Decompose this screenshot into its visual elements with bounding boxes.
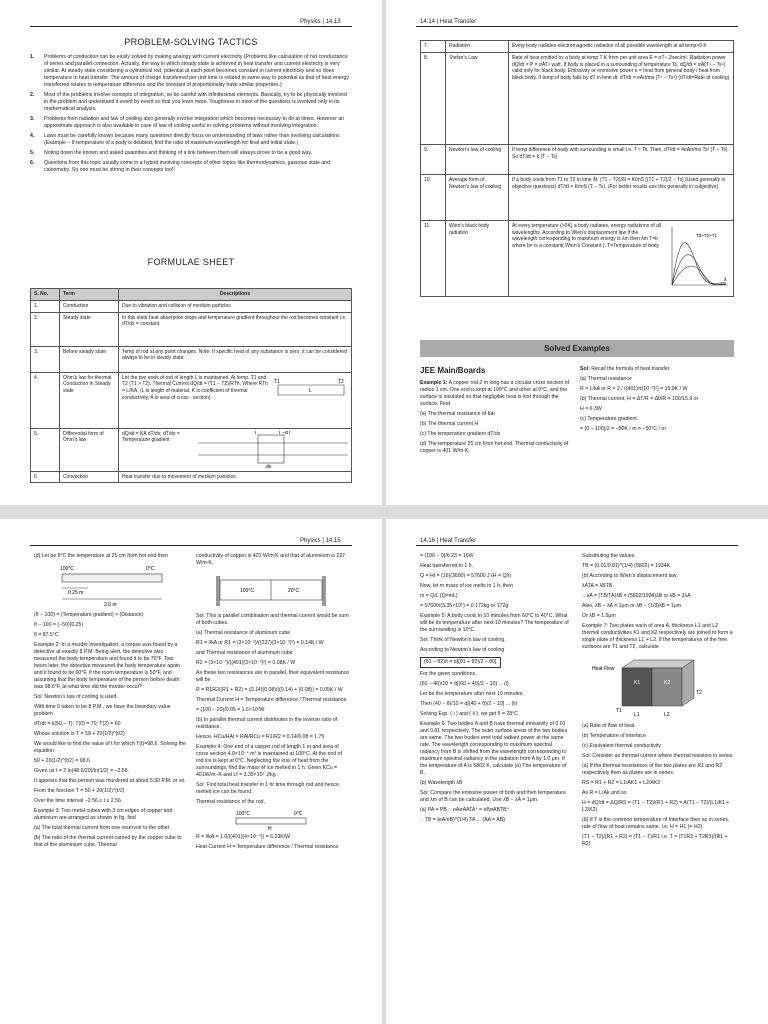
header-rule <box>30 545 352 546</box>
boxed-equation: (θ1 − θ2)/t = α[(θ1 + θ2)/2 − θ0] <box>420 657 501 668</box>
page-14-15 <box>0 519 382 1024</box>
svg-text:100°C: 100°C <box>236 811 250 818</box>
tactic-item: 6. Questions from this topic usually come in a hybrid involving concepts of other topics like thermodynamics, gaseous state and calorimetry. So one must be strong in their concepts too!! <box>30 160 331 174</box>
differential-element-diagram <box>198 431 348 469</box>
table-row: 6. Convection Heat transfer due to movement of medium particles. <box>31 471 352 483</box>
svg-text:20°C: 20°C <box>288 588 300 595</box>
page-header: Physics | 14.15 <box>300 538 341 544</box>
svg-text:0°C: 0°C <box>294 811 303 818</box>
formulae-table <box>30 288 352 483</box>
svg-text:T: T <box>254 430 258 436</box>
svg-text:λ: λ <box>724 276 727 283</box>
page-header: 14.16 | Heat Transfer <box>420 538 477 544</box>
svg-text:100°C: 100°C <box>240 588 254 595</box>
svg-text:0°C: 0°C <box>146 566 155 573</box>
svg-text:L1: L1 <box>634 712 640 719</box>
svg-text:K2: K2 <box>664 680 671 687</box>
table-row: 2. Steady state In this state heat absorption stops and temperature gradient throughout the rod becomes constant i.e. dT/dx = constant. <box>31 312 352 346</box>
table-row: 9. Newton's law of cooling If temp difference of body with surrounding is small i.e. T ≈ Ts. Then, dT/dt = 4eAσ/ms Ts³ (T − Ts). So dT/dt = k (T − Ts) <box>421 144 734 174</box>
page-14-13 <box>0 0 382 505</box>
svg-text:T –dT: T –dT <box>278 430 291 436</box>
tactics-section <box>30 36 352 177</box>
header-rule <box>416 545 738 546</box>
page-14-14 <box>386 0 768 505</box>
tactic-item: 2. Most of the problems involve concepts of integration, so be careful with infinitesimal elements. Basically, try to be physically involved in the problem and understand it event by event so that you learn more. Toughness in most of the questions is involved only in its mathematical analysis. <box>30 92 347 113</box>
table-row: 4. Ohm's law for thermal Conduction in Steady state Let the two ends of rod of length L is maintained. At temp. T1 and T2 (T1 > T2). Thermal Current dQ/dt = (T1 − T2)/RTh, Where RTh = L/KA. (L is length of material, K is coefficient of thermal conductivity, A is area of cross - section) T1 T2 L <box>31 372 352 428</box>
svg-text:T2: T2 <box>338 378 344 385</box>
svg-text:2.0 m: 2.0 m <box>104 602 117 609</box>
svg-text:Heat Flow: Heat Flow <box>592 666 615 673</box>
right-column: conductivity of copper is 401 W/m-K and that of aluminium is 237 W/m-K. 100°C 20°C Sol: This is parallel combination and thermal current would be sum of both cubes. (a) Thermal resistance of aluminum cube R1 = l/kA or R1 = (3×10⁻²)/((237)(3×10⁻²)²) = 0.14K / W and Thermal resistance of aluminum cube R2 = (3×10⁻²)/((401)(3×10⁻²)²) = 0.08K / W As these two resistances are in parallel, their equivalent resistance will be R = R1R2/(R1 + R2) = (0.14)(0.08)/((0.14) + (0.08)) = 0.05K / W Thermal Current H = Temperature difference / Thermal resistance = (100 − 20)/0.05 = 1.6×10³W (b) In parallel thermal current distributes in the inverse ratio of resistance. Hence, HCu/HAl = RAl/RCu = R1/R2 = 0.14/0.08 = 1.75 Example 4: One end of a copper rod of length 1 m and area of cross section 4.0×10⁻⁴ m² is maintained at 100°C. At the end of rod ice is kept at 0°C. Neglecting the loss of heat from the surroundings, find the mass of ice melted in 1 h. Given KCu = 401W/m−K and Lf = 3.35×10⁵ J/kg. Sol: Find total heat transfer in 1 hr time through rod and hence, melted ice can be found. Thermal resistance of the rod, 100°C 0°C H R = l/kA = 1.0/((401)(4×10⁻⁴)) = 6.23K/W Heat Current H = Temperature difference / Thermal resistance <box>196 553 350 851</box>
header-rule <box>30 26 352 27</box>
table-row: 1. Conduction Due to vibration and collision of medium particles. <box>31 300 352 312</box>
svg-text:dx: dx <box>266 463 272 469</box>
example-1-solution: Sol: Recall the formula of heat transfer. (a) Thermal resistance R = L/kA or R = 2 / ((401)π(10⁻²)²) = 15.9K / W (b) Thermal current, H = ΔT/R = Δθ/R = 100/15.9 or H = 6.3W (c) Temperature gradient. = (0 − 100)/2 = −50K / m = −50°C / m <box>580 366 699 433</box>
left-column: (d) Let be θ°C the temperature at 25 cm from hot end then 100°C 0°C 0.25 m 2.0 m (θ − 100) = (Temperature gradient) × (Distance) θ − 100 = (−50)(0.25) θ = 87.5°C Example 2: In a murder investigation, a corpse was found by a detective at exactly 8 P.M. Being alert, the detective also measured the body temperature and found it to be 70°F. Two hours later, the detective measured the body temperature again and it found to be 60°F. If the room temperature is 50°F, and assuming that the body temperature of the person before death was 98.6°F, at what time did the murder occur? Sol: Newton's law of cooling is used. With time 0 taken to be 8 P.M., we have the boundary value problem dT/dt = k(50 − T); T(0) = 70; T(2) = 60 Whose solution is T = 50 + 20(1/2)^(t/2) We would like to find the value of t for which T(t)=98.6. Solving the equation 50 + 20(1/2)^(t/2) = 98.6 Given us t = 2 ln(48.6/20)/ln(1/2) = −2.56. It appears that this person was murdered at about 5:30 P.M. or so. From the function T = 50 + 20(1/2)^(t/2) Over the time interval −2.56 ≤ t ≤ 2.56. Example 3: Two metal cubes with 3 cm edges of copper and aluminium are arranged as shown in fig. find (a) The total thermal current from one reservoir to the other (b) The ratio of the thermal current carried by the copper cube to that of the aluminium cube. Thermal <box>34 553 186 849</box>
svg-text:100°C: 100°C <box>60 566 74 573</box>
tactic-item: 1. Problems of conduction can be easily solved by making analogy with current electricity (Problems like calculation of net conductance of series and parallel connection. Actually, the way in which steady state is achieved in heat transfer and current electricity is very similar. At steady state considering a cylindrical rod, potential at each point becomes constant in current electricity and so does temperature in heat transfer. The amount of charge transferred per unit time is related in same way to potential as that of heat energy transferred relates to temperature difference and the constant of proportionality have similar properties.) <box>30 54 349 89</box>
example-1-question: JEE Main/Boards Example 1: A copper rod 2 m long has a circular cross section of radius 1 cm. One end is kept at 100°C and other at 0°C, and the surface is insulated so that negligible heat is lost through the surface. Find (a) The thermal resistance of bar (b) The thermal current H (c) The temperature gradient dT/dx (d) The temperature 25 cm from hot end. Thermal conductivity of copper is 401 W/m-K. <box>420 366 570 454</box>
left-column: = (100 − 0)/6.23 = 16W Heat transferred in 1 h, Q = Ht = (16)(3600) = 57600 J (H = Q/t) Now, let m mass of ice melts in 1 h, then m = Q/L (Q=mL) = 57600/(3.35×10⁵) = 0.172kg or 172g Example 5: A body cools in 10 minutes from 60°C to 40°C. What will be its temperature after next 10 minutes? The temperature of the surrounding is 10°C. Sol: Think of Newton's law of cooling. According to Newton's law of cooling (θ1 − θ2)/t = α[(θ1 + θ2)/2 − θ0] For the given conditions, (60 − 40)/10 = α[(60 + 40)/2 − 10] ... (i) Let be the temperature after next 10 minutes. Then (40 − θ)/10 = α[(40 + θ)/2 − 10] ... (ii) Solving Eqs. ( i ) and ( ii ), we get θ = 28°C Example 6: Two bodies A and B have thermal emissivity of 0.01 and 0.81 respectively. The outer surface areas of the two bodies are same. The two bodies emit total radiant power at the same rate. The wavelength corresponding to maximum spectral radiancy from B is shifted from the wavelength corresponding to maximum spectral radiancy in the radiation from A by 1.0 μm. If the temperature of A is 5802 K, calculate (a) The temperature of B, (b) Wavelength λB Sol: Compare the emissive power of both and then temperature and λm of B can be calculated, Use λB − λA = 1μm. (a) PA = PB ∴ eAσAATA⁴ = eBσABTB⁴ ∴ TB = (eA/eB)^(1/4) TA ... (AA = AB) <box>420 553 569 824</box>
page-14-16 <box>386 519 768 1024</box>
copper-rod-figure <box>196 809 346 831</box>
table-row: 8. Stefan's Law Rate of heat emitted by a body at temp T K from per unit area E = σT⁴ J/sec/m². Radiation power dQ/dt = P = σAT⁴ watt. If body is placed in a surrounding of temperature Ts, dQ/dt = σA(T⁴ − Ts⁴) valid only for black body. Emissivity or emmisive power e = heat from general body / heat from black body. If temp of body falls by dT in time dt: dT/dt = eAσ/ms (T⁴ − Ts⁴) (dT/dt=Rate of cooling) <box>421 52 734 144</box>
svg-text:T2: T2 <box>696 690 702 697</box>
svg-text:T3>T2>T1: T3>T2>T1 <box>696 232 718 238</box>
svg-text:H: H <box>268 826 272 832</box>
table-row: 10. Average form of Newton's law of cooling If a body cools from T1 to T2 in time δt: (T1 − T2)/δt = K/mS [(T1 + T2)/2 − Ts] (Used generally in objective questions) dT/dt = K/mS (T − Ts). (For better results use this generally in subjective) <box>421 174 734 220</box>
tactic-item: 5. Noting down the known and asked quantities and thinking of a link between them will always prove to be a good way. <box>30 150 313 157</box>
svg-text:L2: L2 <box>664 712 670 719</box>
tactic-item: 4. Laws must be carefully known because many questions directly focus on understanding of laws rather than involving calculations (Example – If temperature of a body is doubled, find the ratio of maximum wavelength for final and initial state.) <box>30 133 340 147</box>
table-row: 11. Wien's black body radiation At every temperature (>0K) a body radiates, energy radiations of all wavelengths. According to Wien's displacement law if the wavelength corresponding to maximum energy is λm then λm T=b where b= is a constant( Wien's Constant ). T=Temperature of body T3>T2>T1 λ <box>421 220 734 296</box>
svg-text:0.25 m: 0.25 m <box>68 590 84 597</box>
right-column: Substituting the values TB = (0.01/0.81)^(1/4) (5802) = 1934K (b) According to Wien's displacement law, λATA = λBTB ∴ λA = (TB/TA)λB = (5802/1934)λB or λB = 3λA Also, λB − λA = 1μm or λB − (1/3)λB = 1μm Or λB = 1.5μm Example 7: Two plates each of area A, thickness L1 and L2 thermal conductivities K1 and K2 respectively are joined to form a single plate of thickness L1 + L2. If the temperatures of the free surfaces are T1 and T2, calculate Heat Flow K1 K2 T1 T2 L1 L2 (a) Rate of flow of heat (b) Temperature of interface (c) Equivalent thermal conductivity Sol: Consider as thermal current where thermal resistors in series. (a) If the thermal resistances of the two plates are R1 and R2 respectively then as plates are in series. RS = R1 + R2 = L1/AK1 + L2/AK2 As R = L/Ak and so H = dQ/dt = ΔQ/RS = (T1 − T2)/(R1 + R2) = A(T1 − T2)/(L1/K1 + L2/K2) (b) If T is the common temperature of interface then as in series, rate of flow of heat remains same. i.e. H = H1 (= H2) (T1 − T2)/(R1 + R2) = (T1 − T)/R1 i.e. T = (T1R2 + T2R1)/(R1 + R2) <box>582 553 734 848</box>
cubes-figure <box>196 570 346 610</box>
svg-text:K1: K1 <box>634 680 641 687</box>
formulae-title: FORMULAE SHEET <box>147 257 235 267</box>
formulae-table-continued <box>420 40 734 297</box>
page-header: 14.14 | Heat Transfer <box>420 19 477 25</box>
svg-text:T1: T1 <box>616 708 622 715</box>
wien-spectrum-graph <box>666 223 730 293</box>
rod-diagram <box>274 375 348 415</box>
header-rule <box>416 26 738 27</box>
rod-temperature-figure <box>34 563 184 609</box>
tactic-item: 3. Problems from radiation and law of cooling also generally involve integration which becomes necessary to do at times. However an approximate approach is also available in case of law of cooling useful in solving problems without involving integration. <box>30 116 345 130</box>
jee-heading: JEE Main/Boards <box>420 366 486 375</box>
page-header: Physics | 14.13 <box>300 19 341 25</box>
table-row: 3. Before steady state Temp of rod at any point changes. Note: If specific heat of any substance is zero, it can be considered always to be in steady state. <box>31 346 352 372</box>
svg-text:L: L <box>309 387 312 394</box>
tactics-title: PROBLEM-SOLVING TACTICS <box>124 37 258 47</box>
table-row: 7. Radiation Every body radiates electromagnetic radiation of all possible wavelength at all temp>0 K <box>421 41 734 53</box>
solved-examples-banner: Solved Examples <box>420 340 734 357</box>
table-row: 5. Differential form of Ohm's law dQ/dt = KA dT/dx; dT/dx = Temperature gradient T T –dT dx <box>31 428 352 471</box>
table-header-row: S. No. Term Descriptions <box>31 289 352 301</box>
tactics-list <box>30 54 352 174</box>
composite-plate-figure <box>582 654 732 720</box>
svg-text:T1: T1 <box>274 378 280 385</box>
